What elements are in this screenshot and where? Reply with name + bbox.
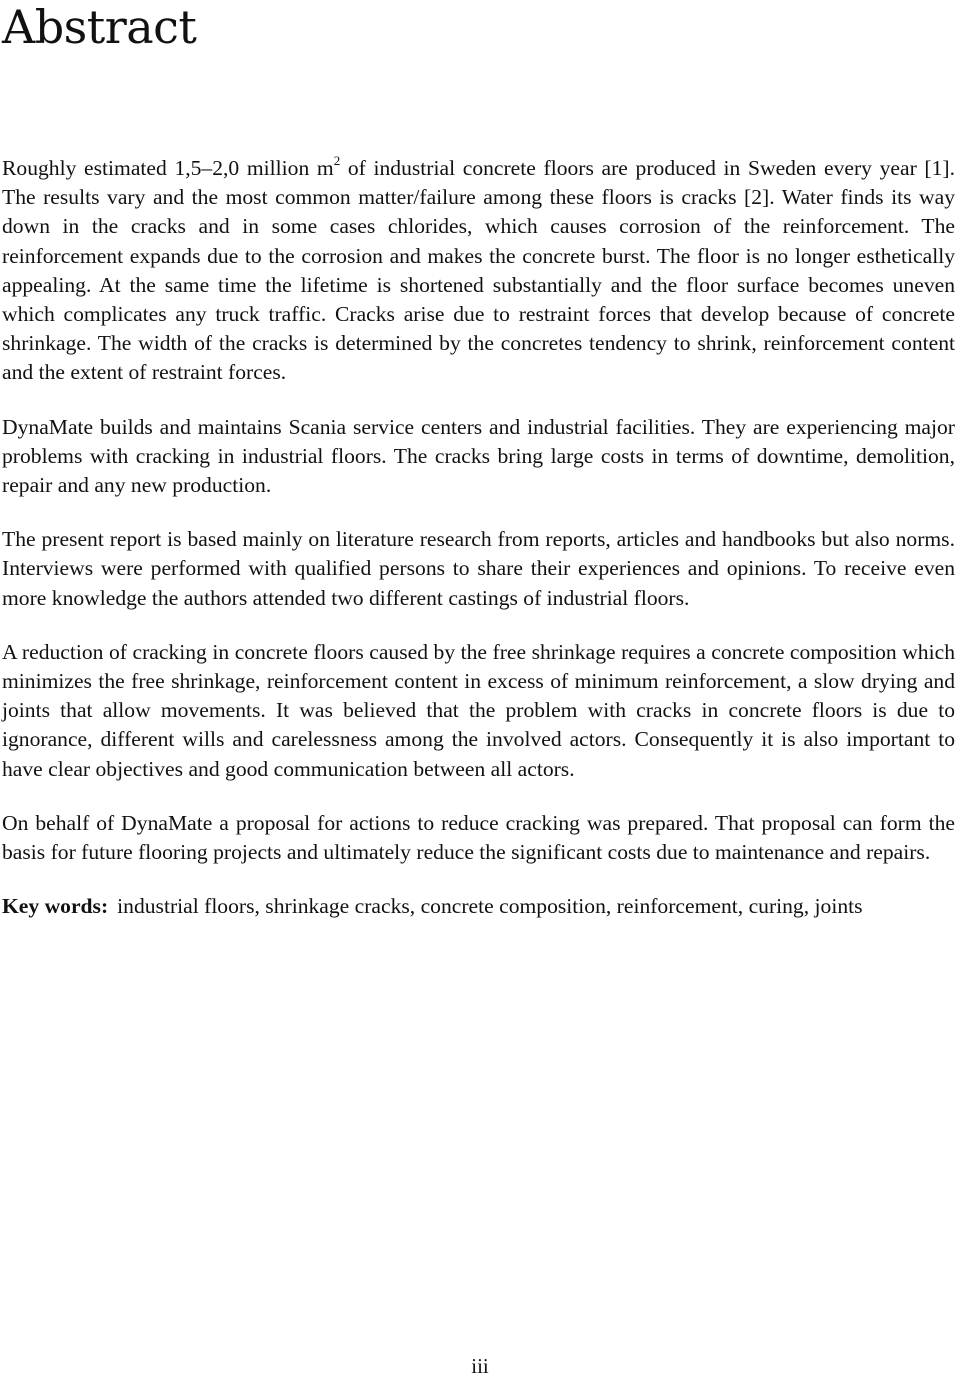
- abstract-heading: Abstract: [2, 0, 197, 54]
- paragraph-1: [2, 154, 955, 388]
- paragraph-3: The present report is based mainly on literature research from reports, articles and handbooks but also norms. Interviews were performed with qualified persons to share their experiences and opinions. To receive even more knowledge the authors attended two different castings of industrial floors.: [2, 527, 955, 610]
- paragraph-2: DynaMate builds and maintains Scania service centers and industrial facilities. They are experiencing major problems with cracking in industrial floors. The cracks bring large costs in terms of downtime, demolition, repair and any new production.: [2, 414, 955, 498]
- page-number: iii: [471, 1354, 489, 1378]
- paragraph-1-lead: Roughly estimated 1,5–2,0 million m: [2, 156, 334, 180]
- keywords-label: Key words:: [2, 894, 109, 919]
- superscript-2: 2: [333, 153, 341, 168]
- paragraph-4: A reduction of cracking in concrete floors caused by the free shrinkage requires a concrete composition which minimizes the free shrinkage, reinforcement content in excess of minimum reinforcement, a slow drying and joints that allow movements. It was believed that the problem with cracks in concrete floors is due to ignorance, different wills and carelessness among the involved actors. Consequently it is also important to have clear objectives and good communication between all actors.: [2, 639, 955, 781]
- keywords-block: [2, 892, 955, 921]
- abstract-body: [2, 154, 955, 921]
- paragraph-5: On behalf of DynaMate a proposal for actions to reduce cracking was prepared. That proposal can form the basis for future flooring projects and ultimately reduce the significant costs due to maintenance and repairs.: [2, 810, 955, 865]
- keywords-text: industrial floors, shrinkage cracks, concrete composition, reinforcement, curing, joints: [117, 894, 863, 919]
- paragraph-1-rest: of industrial concrete floors are produced in Sweden every year [1]. The results vary and the most common matter/failure among these floors is cracks [2]. Water finds its way down in the cracks and in some cases chlorides, which causes corrosion of the reinforcement. The reinforcement expands due to the corrosion and makes the concrete burst. The floor is no longer esthetically appealing. At the same time the lifetime is shortened substantially and the floor surface becomes uneven which complicates any truck traffic. Cracks arise due to restraint forces that develop because of concrete shrinkage. The width of the cracks is determined by the concretes tendency to shrink, reinforcement content and the extent of restraint forces.: [2, 156, 955, 385]
